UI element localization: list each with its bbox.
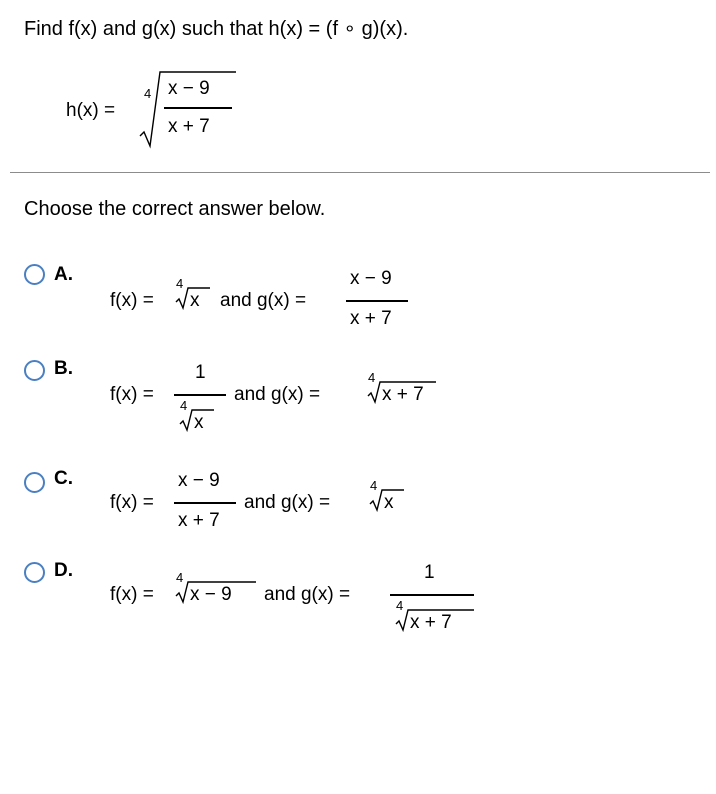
option-d-g-radicand: x + 7 — [410, 612, 452, 633]
instruction-text: Choose the correct answer below. — [24, 198, 326, 220]
option-a-radio[interactable] — [24, 264, 45, 285]
option-a-f-label: f(x) = — [110, 290, 154, 311]
option-b-g-radicand: x + 7 — [382, 384, 424, 405]
option-b-f-root-index: 4 — [180, 398, 188, 413]
option-b-letter[interactable]: B. — [54, 358, 73, 379]
option-d-f-radicand: x − 9 — [190, 584, 232, 605]
option-d-expression[interactable] — [110, 560, 490, 640]
option-d-g-numerator: 1 — [424, 562, 435, 583]
option-c-f-fraction-bar — [174, 502, 236, 504]
option-c-expression[interactable] — [110, 466, 440, 538]
option-b-f-label: f(x) = — [110, 384, 154, 405]
option-b-f-radicand: x — [194, 412, 204, 433]
option-c-letter[interactable]: C. — [54, 468, 73, 489]
h-fraction-bar — [164, 107, 232, 109]
option-a-expression[interactable] — [110, 264, 430, 336]
option-b-g-root-index: 4 — [368, 370, 376, 385]
option-d-radio[interactable] — [24, 562, 45, 583]
option-a-g-fraction-bar — [346, 300, 408, 302]
option-b-f-numerator: 1 — [195, 362, 206, 383]
option-d-letter[interactable]: D. — [54, 560, 73, 581]
option-a-letter[interactable]: A. — [54, 264, 73, 285]
option-b-radio[interactable] — [24, 360, 45, 381]
option-d-g-fraction-bar — [390, 594, 474, 596]
option-d-f-label: f(x) = — [110, 584, 154, 605]
option-c-f-label: f(x) = — [110, 492, 154, 513]
option-b-and-text: and g(x) = — [234, 384, 321, 405]
h-root-index: 4 — [144, 86, 152, 101]
h-numerator: x − 9 — [168, 78, 210, 99]
h-label: h(x) = — [66, 100, 116, 121]
option-a-f-root-index: 4 — [176, 276, 184, 291]
option-b-expression[interactable] — [110, 360, 450, 440]
option-b-f-fraction-bar — [174, 394, 226, 396]
option-c-g-radicand: x — [384, 492, 394, 513]
option-c-radio[interactable] — [24, 472, 45, 493]
option-c-f-denominator: x + 7 — [178, 510, 220, 531]
question-prompt: Find f(x) and g(x) such that h(x) = (f ∘ g)(x). — [24, 18, 409, 40]
option-c-and-text: and g(x) = — [244, 492, 331, 513]
option-a-g-denominator: x + 7 — [350, 308, 392, 329]
option-d-and-text: and g(x) = — [264, 584, 351, 605]
option-a-g-numerator: x − 9 — [350, 268, 392, 289]
option-d-g-root-index: 4 — [396, 598, 404, 613]
option-a-and-text: and g(x) = — [220, 290, 307, 311]
h-denominator: x + 7 — [168, 116, 210, 137]
option-d-f-root-index: 4 — [176, 570, 184, 585]
option-c-g-root-index: 4 — [370, 478, 378, 493]
option-a-f-radicand: x — [190, 290, 200, 311]
section-divider — [10, 172, 710, 173]
h-expression — [60, 70, 260, 150]
option-c-f-numerator: x − 9 — [178, 470, 220, 491]
